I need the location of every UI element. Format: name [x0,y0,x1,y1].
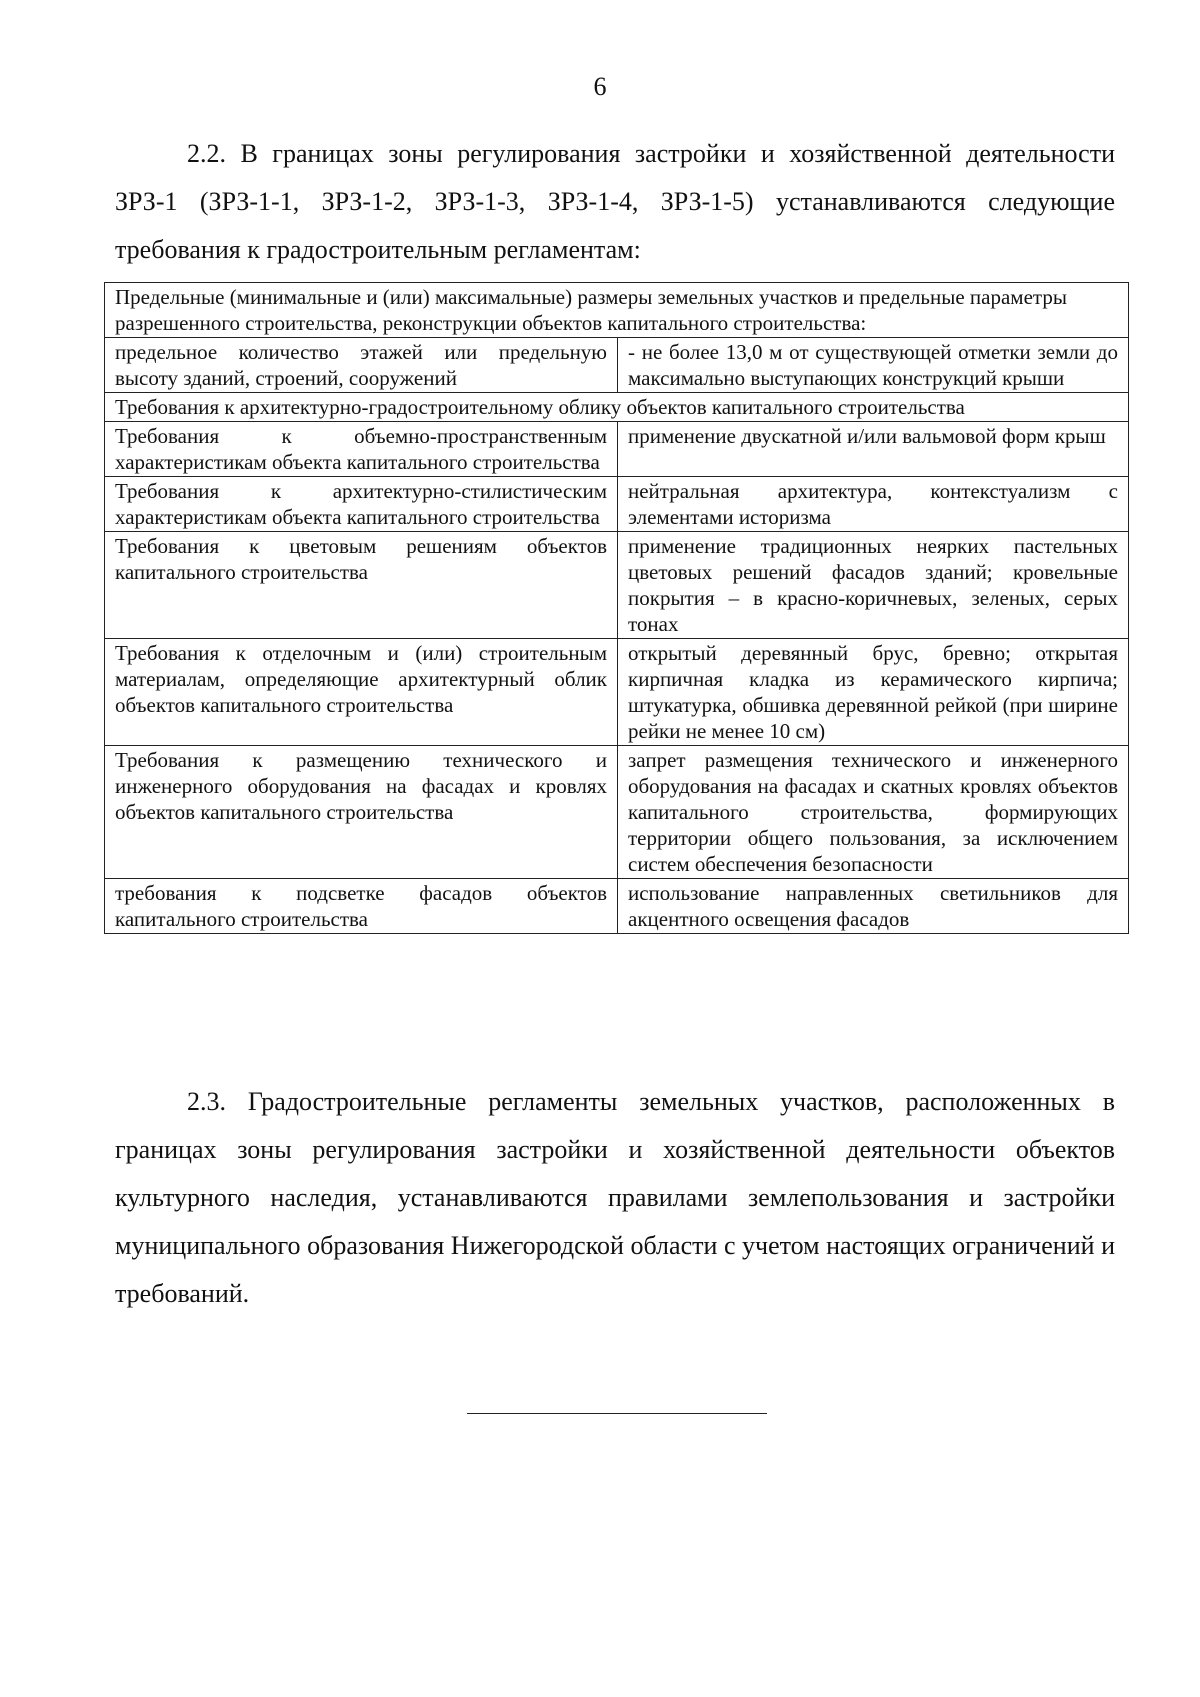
table-cell-parameter: Требования к цветовым решениям объектов капитального строительства [105,532,618,639]
table-cell-parameter: Требования к объемно-пространственным характеристикам объекта капитального строительства [105,422,618,477]
table-row [105,477,1129,532]
table-header-row [105,393,1129,422]
table-row [105,532,1129,639]
table-cell-value: запрет размещения технического и инженерного оборудования на фасадах и скатных кровлях объектов капитального строительства, формирующих территории общего пользования, за исключением систем обеспечения безопасности [618,746,1129,879]
paragraph-2-2-text: 2.2. В границах зоны регулирования застройки и хозяйственной деятельности ЗРЗ-1 (ЗРЗ-1-1, ЗРЗ-1-2, ЗРЗ-1-3, ЗРЗ-1-4, ЗРЗ-1-5) устанавливаются следующие требования к градостроительным регламентам: [115,139,1115,264]
paragraph-2-3-text: 2.3. Градостроительные регламенты земельных участков, расположенных в границах зоны регулирования застройки и хозяйственной деятельности объектов культурного наследия, устанавливаются правилами землепользования и застройки муниципального образования Нижегородской области с учетом настоящих ограничений и требований. [115,1087,1115,1308]
table-cell-parameter: требования к подсветке фасадов объектов капитального строительства [105,879,618,934]
table-header-row [105,283,1129,338]
table-cell-value: нейтральная архитектура, контекстуализм с элементами историзма [618,477,1129,532]
page-number: 6 [593,72,607,101]
table-cell-parameter: предельное количество этажей или предельную высоту зданий, строений, сооружений [105,338,618,393]
paragraph-2-2 [115,130,1115,274]
table-cell-parameter: Требования к отделочным и (или) строительным материалам, определяющие архитектурный облик объектов капитального строительства [105,639,618,746]
table-cell-value: применение двускатной и/или вальмовой форм крыш [618,422,1129,477]
paragraph-2-3 [115,1078,1115,1318]
table-row [105,639,1129,746]
table-header-limits: Предельные (минимальные и (или) максимальные) размеры земельных участков и предельные параметры разрешенного строительства, реконструкции объектов капитального строительства: [105,283,1129,338]
table-row [105,422,1129,477]
table-cell-parameter: Требования к размещению технического и инженерного оборудования на фасадах и кровлях объектов капитального строительства [105,746,618,879]
end-divider-line [467,1413,767,1414]
table-cell-value: применение традиционных неярких пастельных цветовых решений фасадов зданий; кровельные покрытия – в красно-коричневых, зеленых, серых тонах [618,532,1129,639]
table-row [105,879,1129,934]
table-cell-parameter: Требования к архитектурно-стилистическим характеристикам объекта капитального строительства [105,477,618,532]
table-header-appearance: Требования к архитектурно-градостроительному облику объектов капитального строительства [105,393,1129,422]
table-cell-value: - не более 13,0 м от существующей отметки земли до максимально выступающих конструкций крыши [618,338,1129,393]
table-row [105,338,1129,393]
table-cell-value: открытый деревянный брус, бревно; открытая кирпичная кладка из керамического кирпича; штукатурка, обшивка деревянной рейкой (при ширине рейки не менее 10 см) [618,639,1129,746]
table-row [105,746,1129,879]
table-cell-value: использование направленных светильников для акцентного освещения фасадов [618,879,1129,934]
regulations-table [104,282,1129,934]
